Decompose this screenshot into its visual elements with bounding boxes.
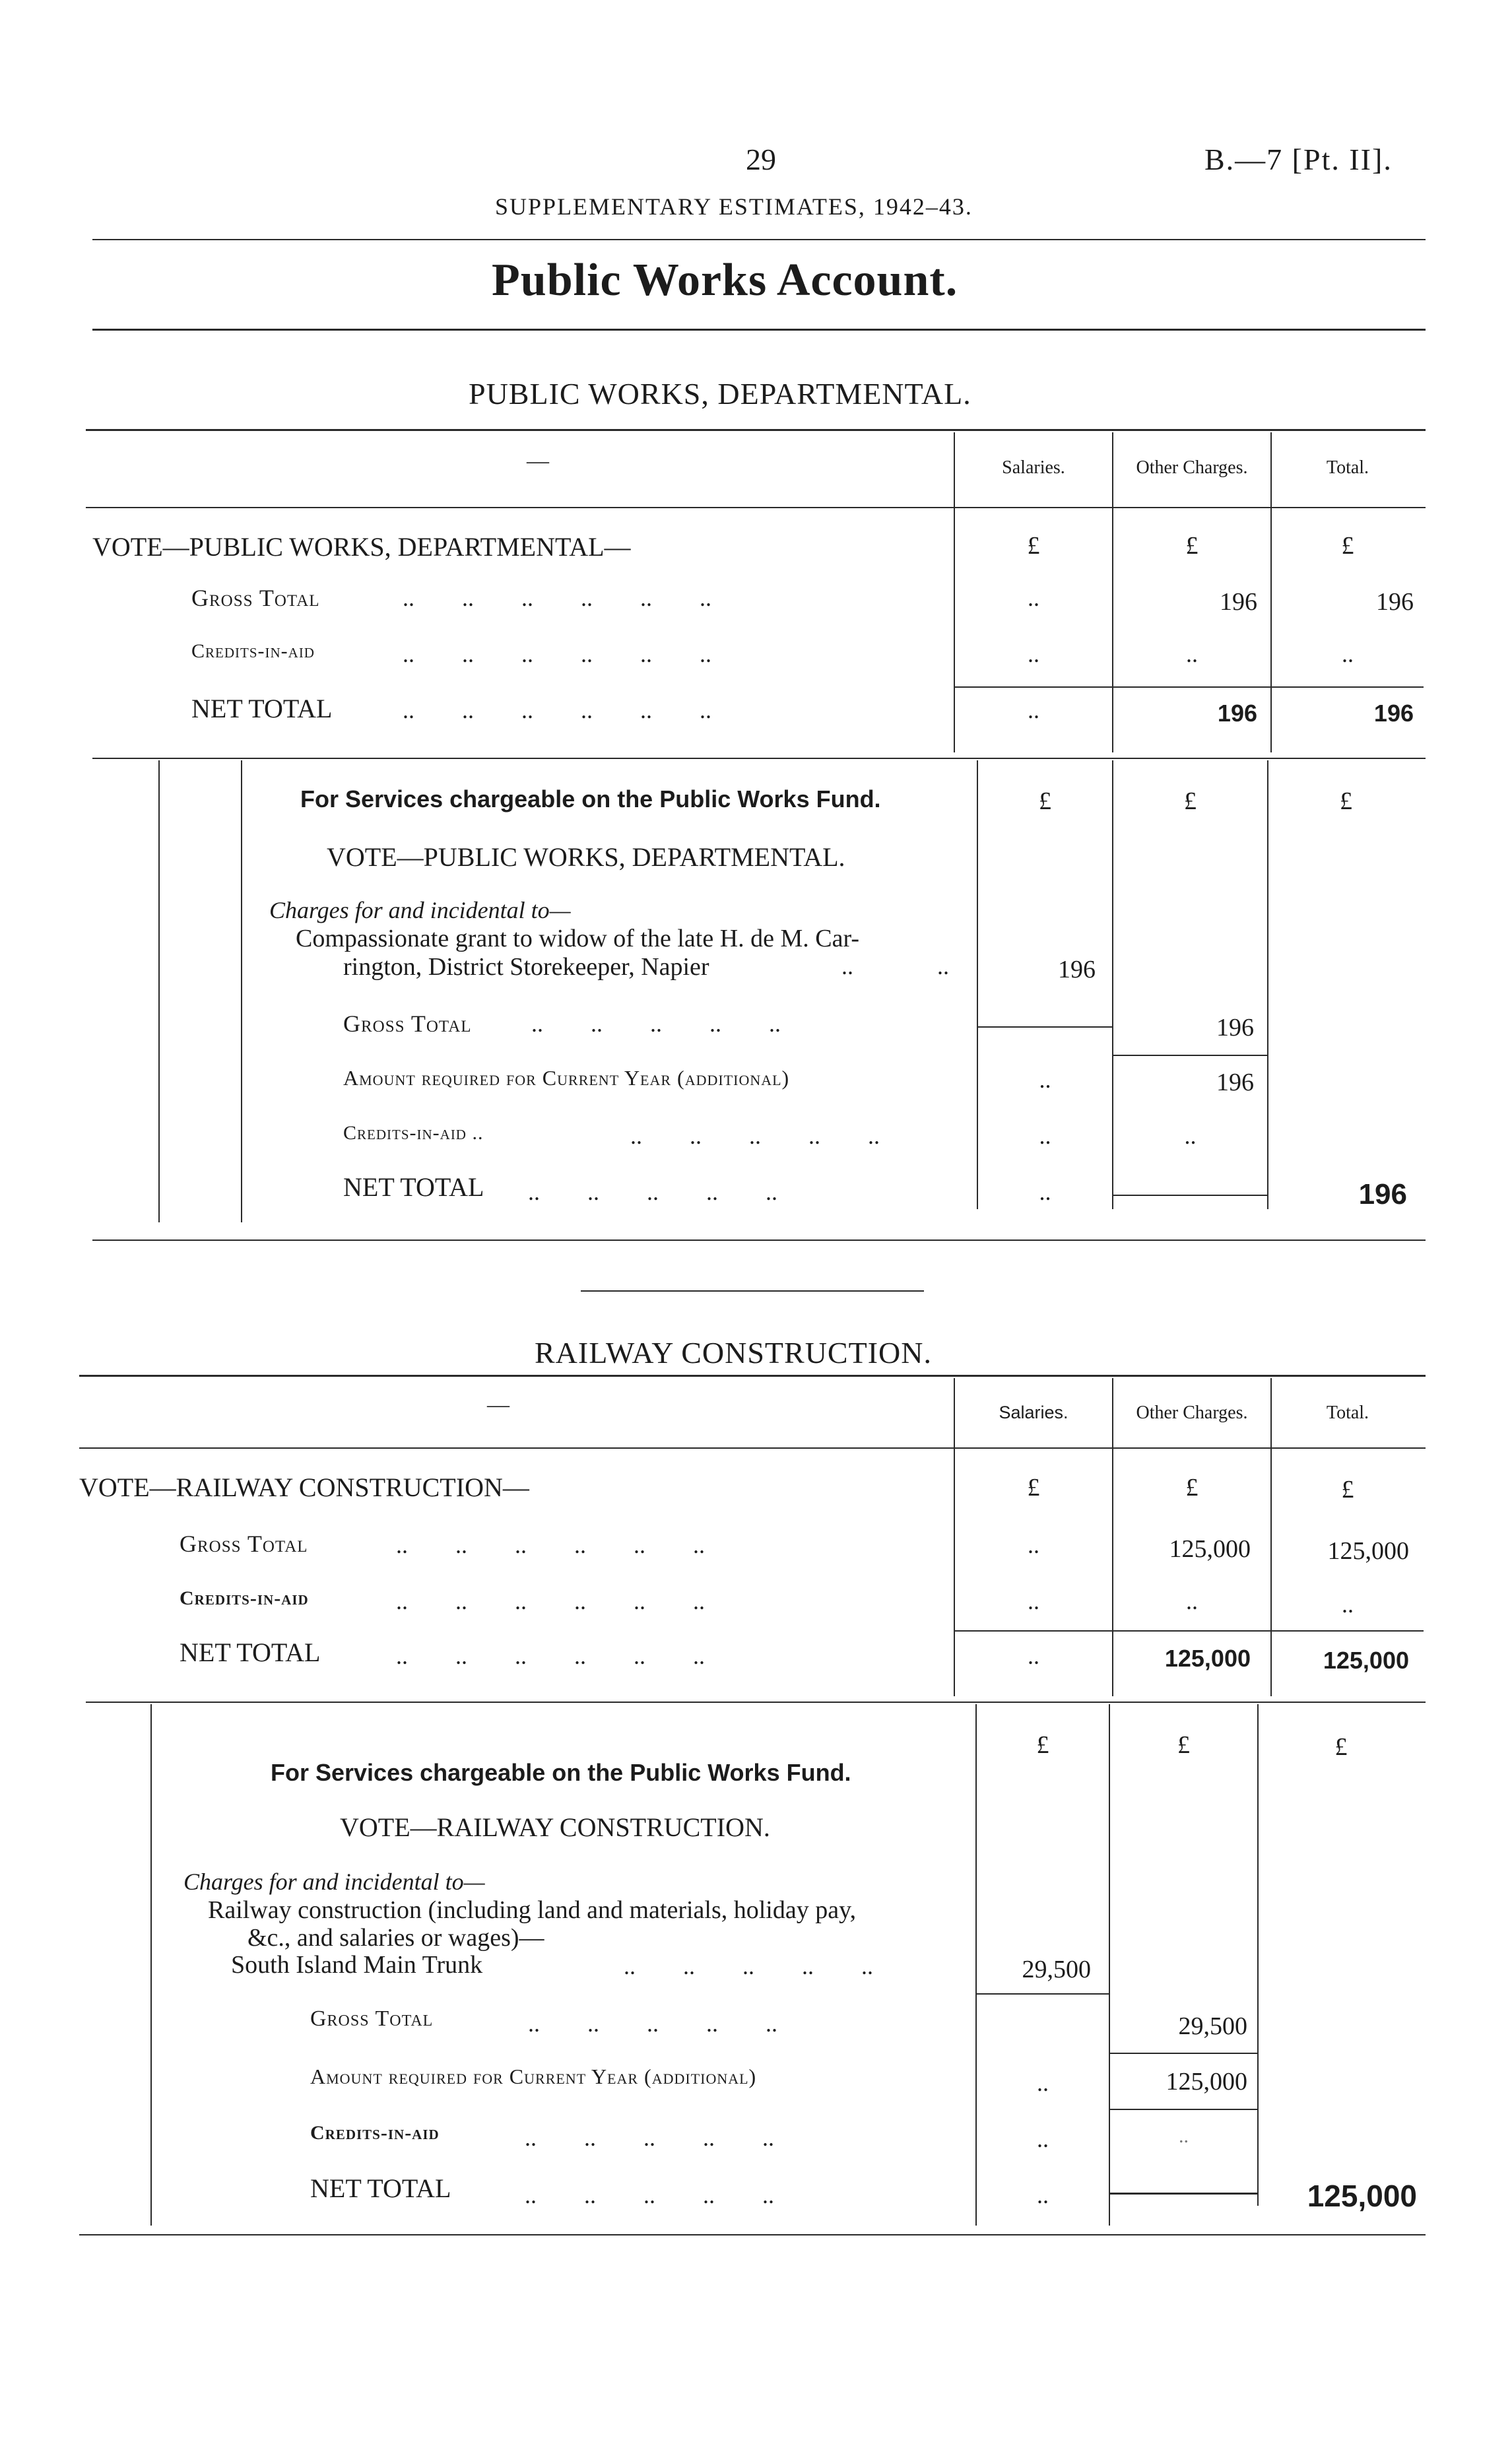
credits-salaries: .. — [1028, 1588, 1039, 1614]
net-other: 196 — [1217, 700, 1257, 727]
col-header-salaries: Salaries. — [1002, 457, 1065, 478]
detail-gross-total-label: Gross Total — [343, 1010, 472, 1037]
charges-label: Charges for and incidental to— — [269, 897, 571, 923]
leader-dots: .. .. .. .. .. — [630, 1123, 880, 1149]
detail-credits-label: Credits-in-aid .. — [343, 1122, 484, 1144]
vote-label: VOTE—PUBLIC WORKS, DEPARTMENTAL— — [92, 532, 631, 562]
col-header-salaries: Salaries. — [999, 1403, 1068, 1422]
detail-net-total-label: NET TOTAL — [310, 2173, 451, 2203]
net-other: 125,000 — [1164, 1645, 1251, 1672]
detail-credits-other: .. — [1179, 2125, 1189, 2147]
net-salaries: .. — [1028, 697, 1039, 723]
charges-label: Charges for and incidental to— — [183, 1869, 485, 1895]
fund-heading: For Services chargeable on the Public Works Fund. — [300, 785, 881, 812]
col-header-total: Total. — [1326, 1403, 1369, 1423]
net-total-label: NET TOTAL — [180, 1638, 321, 1667]
detail-currency-total: £ — [1340, 787, 1352, 815]
gross-total-label: Gross Total — [191, 585, 320, 611]
item-amount: 196 — [1058, 956, 1096, 983]
detail-currency-salaries: £ — [1039, 787, 1051, 815]
leader-dots: .. — [937, 953, 949, 979]
vote-heading: VOTE—PUBLIC WORKS, DEPARTMENTAL. — [327, 842, 845, 872]
detail-currency-other: £ — [1177, 1731, 1190, 1759]
amount-required-other: 125,000 — [1166, 2068, 1247, 2096]
page-subtitle: SUPPLEMENTARY ESTIMATES, 1942–43. — [495, 193, 973, 220]
summary-bottom-rule — [92, 758, 1426, 759]
currency-total: £ — [1341, 532, 1354, 560]
section-separator — [581, 1290, 924, 1292]
col-header-dash: — — [527, 449, 549, 473]
detail-net-total: 125,000 — [1307, 2179, 1417, 2213]
leader-dots: .. .. .. .. .. .. — [396, 1643, 705, 1669]
gross-other: 196 — [1220, 588, 1257, 616]
net-salaries: .. — [1028, 1643, 1039, 1669]
detail-net-salaries: .. — [1037, 2182, 1049, 2208]
vote-heading: VOTE—RAILWAY CONSTRUCTION. — [340, 1812, 770, 1842]
header-row-rule — [86, 507, 1426, 508]
leader-dots: .. .. .. .. .. .. — [403, 585, 711, 611]
gross-total: 125,000 — [1327, 1537, 1409, 1565]
leader-dots: .. .. .. .. .. — [525, 2182, 774, 2208]
detail-currency-other: £ — [1184, 787, 1197, 815]
leader-dots: .. .. .. .. .. .. — [396, 1588, 705, 1614]
item-description: Railway construction (including land and materials, holiday pay, — [208, 1896, 857, 1924]
amount-required-salaries: .. — [1037, 2070, 1049, 2096]
page-number: 29 — [746, 143, 776, 176]
detail-gross-other: 196 — [1216, 1014, 1254, 1042]
leader-dots: .. .. .. .. .. .. — [403, 697, 711, 723]
item-description: Compassionate grant to widow of the late H. de M. Car- — [296, 925, 860, 952]
amount-required-other: 196 — [1216, 1069, 1254, 1096]
detail-gross-other: 29,500 — [1178, 2012, 1247, 2040]
detail-net-salaries: .. — [1039, 1179, 1051, 1205]
col-header-other-charges: Other Charges. — [1136, 457, 1248, 478]
table-top-rule — [86, 429, 1426, 431]
leader-dots: .. .. .. .. .. .. — [403, 641, 711, 667]
currency-other: £ — [1185, 532, 1199, 560]
gross-total: 196 — [1376, 588, 1414, 616]
leader-dots: .. .. .. .. .. — [525, 2125, 774, 2151]
currency-salaries: £ — [1027, 532, 1040, 560]
gross-total-label: Gross Total — [180, 1531, 308, 1557]
leader-dots: .. — [841, 953, 853, 979]
item-amount: 29,500 — [1022, 1956, 1091, 1983]
currency-total: £ — [1341, 1476, 1354, 1504]
detail-credits-salaries: .. — [1037, 2126, 1049, 2152]
currency-other: £ — [1185, 1474, 1199, 1502]
summary-bottom-rule — [86, 1702, 1426, 1703]
net-total: 196 — [1373, 700, 1414, 727]
gross-salaries: .. — [1028, 585, 1039, 611]
leader-dots: .. .. .. .. .. — [531, 1010, 781, 1037]
leader-dots: .. .. .. .. .. .. — [396, 1532, 705, 1558]
section-title-public-works: PUBLIC WORKS, DEPARTMENTAL. — [469, 377, 971, 411]
col-header-dash: — — [487, 1393, 509, 1417]
credits-label: Credits-in-aid — [180, 1587, 309, 1609]
section-bottom-rule — [92, 1240, 1426, 1241]
vote-label: VOTE—RAILWAY CONSTRUCTION— — [79, 1472, 529, 1502]
detail-currency-total: £ — [1334, 1733, 1348, 1761]
detail-credits-salaries: .. — [1039, 1123, 1051, 1149]
detail-net-total-label: NET TOTAL — [343, 1172, 484, 1202]
table-top-rule — [79, 1375, 1426, 1377]
gross-other: 125,000 — [1169, 1535, 1251, 1563]
col-header-total: Total. — [1326, 457, 1369, 478]
item-description: South Island Main Trunk — [231, 1951, 483, 1979]
fund-heading: For Services chargeable on the Public Works Fund. — [271, 1759, 851, 1786]
amount-required-salaries: .. — [1039, 1067, 1051, 1093]
leader-dots: .. .. .. .. .. — [528, 1179, 777, 1205]
item-description: rington, District Storekeeper, Napier — [343, 953, 709, 981]
page-title: Public Works Account. — [492, 255, 958, 306]
credits-total: .. — [1342, 641, 1354, 667]
section-bottom-rule — [79, 2234, 1426, 2235]
leader-dots: .. .. .. .. .. — [528, 2010, 777, 2037]
header-rule — [92, 239, 1426, 240]
col-header-other-charges: Other Charges. — [1136, 1403, 1248, 1423]
credits-label: Credits-in-aid — [191, 640, 315, 662]
amount-required-label: Amount required for Current Year (additional) — [343, 1066, 790, 1090]
detail-net-total: 196 — [1358, 1178, 1407, 1210]
gross-salaries: .. — [1028, 1532, 1039, 1558]
header-row-rule — [79, 1447, 1426, 1449]
credits-salaries: .. — [1028, 641, 1039, 667]
leader-dots: .. .. .. .. .. — [624, 1953, 873, 1979]
detail-credits-other: .. — [1184, 1123, 1197, 1149]
credits-total: .. — [1342, 1591, 1354, 1618]
net-total: 125,000 — [1323, 1647, 1409, 1674]
item-description: &c., and salaries or wages)— — [247, 1924, 544, 1952]
section-title-railway: RAILWAY CONSTRUCTION. — [535, 1336, 932, 1370]
currency-salaries: £ — [1027, 1474, 1040, 1502]
credits-other: .. — [1186, 641, 1198, 667]
document-reference: B.—7 [Pt. II]. — [1204, 143, 1393, 176]
amount-required-label: Amount required for Current Year (additional) — [310, 2065, 757, 2088]
detail-gross-total-label: Gross Total — [310, 2006, 434, 2031]
detail-currency-salaries: £ — [1036, 1731, 1049, 1759]
credits-other: .. — [1186, 1588, 1198, 1614]
title-rule — [92, 329, 1426, 331]
detail-credits-label: Credits-in-aid — [310, 2122, 440, 2144]
net-total-label: NET TOTAL — [191, 694, 333, 723]
